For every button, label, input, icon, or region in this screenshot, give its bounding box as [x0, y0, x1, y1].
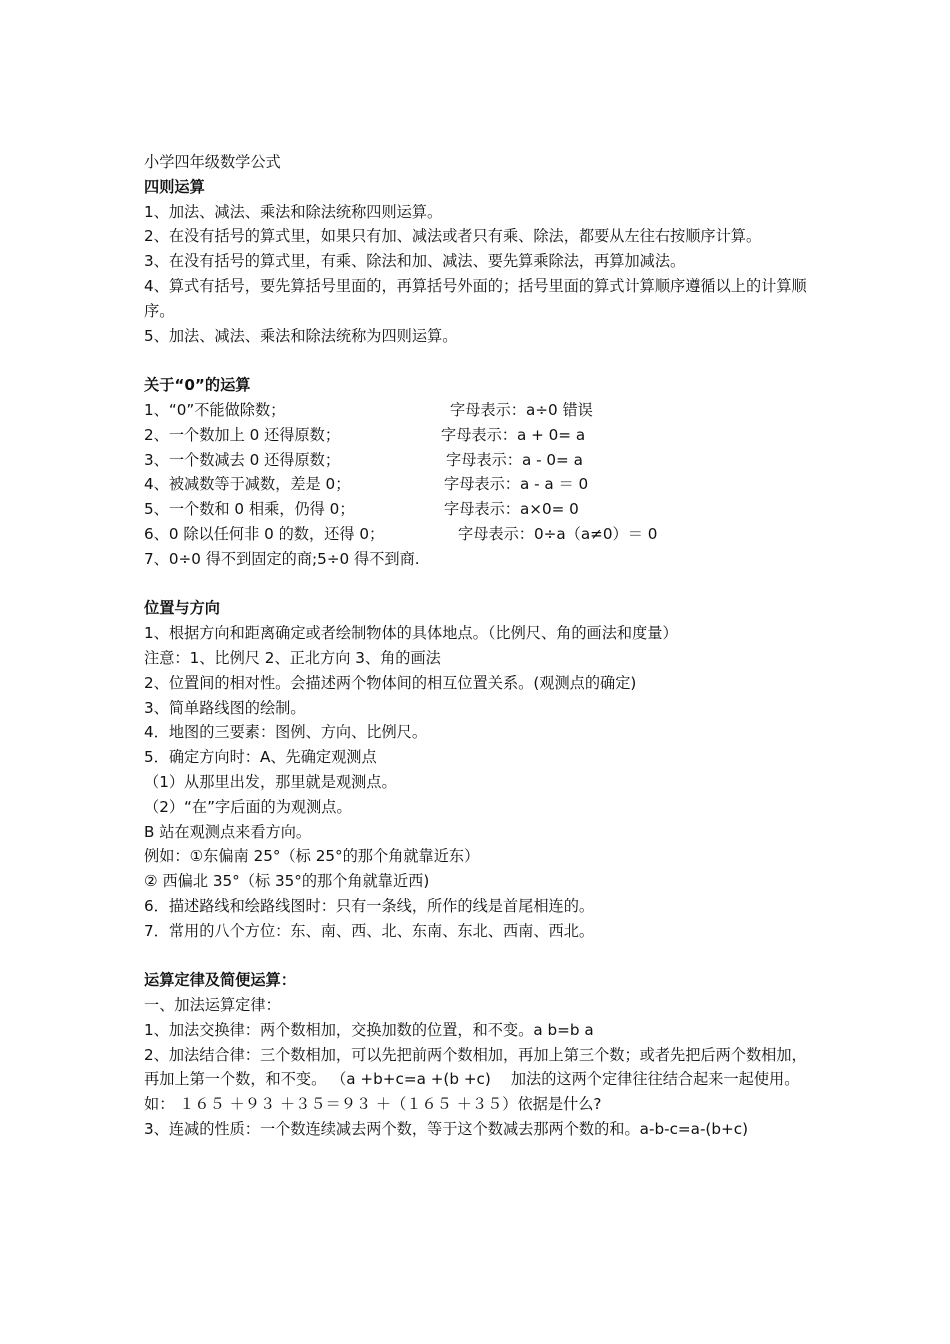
paragraph: 2、位置间的相对性。会描述两个物体间的相互位置关系。(观测点的确定) [144, 673, 637, 692]
rule-text: 4、被减数等于减数，差是 0； [144, 475, 351, 494]
formula-text: 字母表示：a×0= 0 [444, 500, 579, 519]
rule-row [144, 448, 814, 473]
paragraph: 5．确定方向时：A、先确定观测点 [144, 748, 377, 767]
paragraph: 2、加法结合律：三个数相加，可以先把前两个数相加，再加上第三个数；或者先把后两个数相加，再加上第一个数，和不变。 （a +b+c=a +(b +c) 加法的这两个定律往往结合起来一起使用。如： １６５ ＋９３ ＋３５＝９３ ＋（１６５ ＋３５）依据是什么? [144, 1045, 807, 1114]
paragraph: 3、在没有括号的算式里，有乘、除法和加、减法、要先算乘除法，再算加减法。 [144, 252, 686, 271]
formula-text: 字母表示：a + 0= a [441, 425, 586, 444]
section-heading-laws: 运算定律及简便运算： [144, 971, 296, 990]
rule-row [144, 497, 814, 522]
rule-text: 5、一个数和 0 相乘，仍得 0； [144, 500, 355, 519]
paragraph: 1、根据方向和距离确定或者绘制物体的具体地点。（比例尺、角的画法和度量） [144, 624, 678, 643]
document-title: 小学四年级数学公式 [144, 153, 281, 171]
rule-row [144, 522, 814, 547]
paragraph: 7．常用的八个方位：东、南、西、北、东南、东北、西南、西北。 [144, 921, 595, 940]
paragraph: B 站在观测点来看方向。 [144, 822, 312, 841]
paragraph: 7、0÷0 得不到固定的商;5÷0 得不到商. [144, 549, 420, 568]
paragraph: 1、加法交换律：两个数相加，交换加数的位置，和不变。a b=b a [144, 1020, 594, 1039]
paragraph: 2、在没有括号的算式里，如果只有加、减法或者只有乘、除法，都要从左往右按顺序计算。 [144, 227, 762, 246]
paragraph: 例如：①东偏南 25°（标 25°的那个角就靠近东） [144, 847, 480, 866]
rule-text: 3、一个数减去 0 还得原数； [144, 450, 341, 469]
paragraph: 注意：1、比例尺 2、正北方向 3、角的画法 [144, 648, 441, 667]
paragraph: 3、简单路线图的绘制。 [144, 698, 306, 717]
paragraph: （2）“在”字后面的为观测点。 [144, 797, 352, 816]
spacer [144, 348, 814, 373]
formula-text: 字母表示：0÷a（a≠0）＝ 0 [458, 524, 658, 543]
section-heading-zero: 关于“0”的运算 [144, 376, 251, 395]
spacer [144, 572, 814, 597]
paragraph: 4．地图的三要素：图例、方向、比例尺。 [144, 723, 428, 742]
formula-text: 字母表示：a÷0 错误 [450, 400, 593, 419]
paragraph: （1）从那里出发，那里就是观测点。 [144, 772, 397, 791]
paragraph: 6．描述路线和绘路线图时：只有一条线，所作的线是首尾相连的。 [144, 896, 595, 915]
document-body [144, 150, 814, 1142]
paragraph: 1、加法、减法、乘法和除法统称四则运算。 [144, 202, 443, 221]
paragraph: 一、加法运算定律： [144, 996, 281, 1015]
rule-text: 1、“0”不能做除数； [144, 400, 286, 419]
paragraph: 3、连减的性质：一个数连续减去两个数，等于这个数减去那两个数的和。a-b-c=a-(b+c) [144, 1120, 748, 1139]
paragraph: ② 西偏北 35°（标 35°的那个角就靠近西) [144, 872, 430, 891]
section-heading-position: 位置与方向 [144, 599, 220, 618]
rule-row [144, 472, 814, 497]
paragraph: 4、算式有括号，要先算括号里面的，再算括号外面的；括号里面的算式计算顺序遵循以上的计算顺序。 [144, 276, 807, 320]
rule-row [144, 398, 814, 423]
section-heading-arithmetic: 四则运算 [144, 177, 205, 196]
spacer [144, 944, 814, 969]
rule-row [144, 423, 814, 448]
formula-text: 字母表示：a - a ＝ 0 [444, 475, 589, 494]
formula-text: 字母表示：a - 0= a [446, 450, 583, 469]
rule-text: 2、一个数加上 0 还得原数； [144, 425, 341, 444]
paragraph: 5、加法、减法、乘法和除法统称为四则运算。 [144, 326, 458, 345]
rule-text: 6、0 除以任何非 0 的数，还得 0； [144, 524, 385, 543]
